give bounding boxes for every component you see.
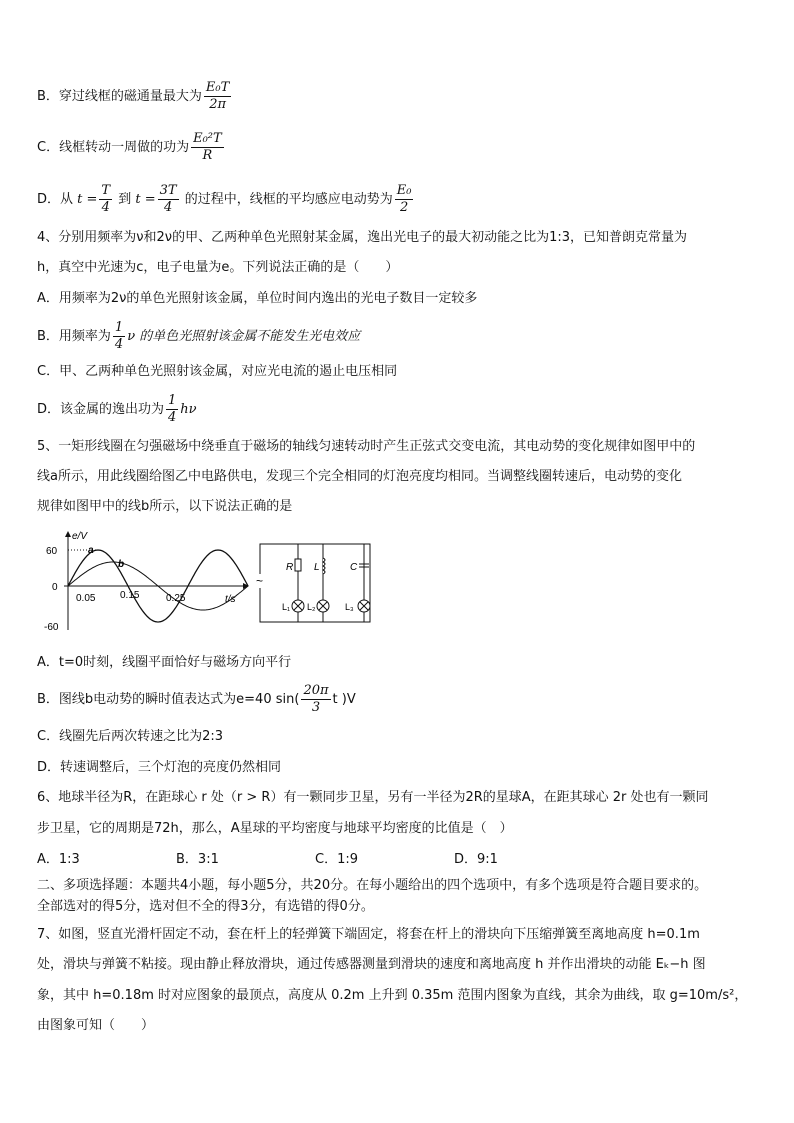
ac-source-icon: ~ [256, 574, 264, 588]
label-L2: L₂ [307, 602, 316, 612]
q5-stem-1: 5、一矩形线圈在匀强磁场中绕垂直于磁场的轴线匀速转动时产生正弦式交变电流，其电动势的变化规律如图甲中的 [37, 439, 696, 454]
fraction: $\frac{T}{4}$ [101, 183, 111, 215]
q4-stem-1: 4、分别用频率为ν和2ν的甲、乙两种单色光照射某金属，逸出光电子的最大初动能之比为1:3，已知普朗克常量为 [37, 230, 687, 245]
circuit-diagram [256, 540, 376, 626]
q6-option-b[interactable]: B．3:1 [176, 852, 219, 867]
label-L1: L₁ [282, 602, 291, 612]
x-axis-label: t/s [225, 594, 236, 605]
q6-stem-2: 步卫星，它的周期是72h，那么，A星球的平均密度与地球平均密度的比值是（ ） [37, 821, 513, 836]
q6-options [37, 850, 498, 870]
fraction: $\frac{\text{E₀}}{2}$ [396, 183, 412, 215]
y-tick-label: 0 [52, 582, 58, 593]
section-2-heading-2: 全部选对的得5分，选对但不全的得3分，有选错的得0分。 [37, 899, 374, 914]
fraction: $\frac{\text{E₀T}}{2\pi}$ [205, 80, 230, 112]
series-label-a: a [88, 545, 94, 556]
q6-stem-1: 6、地球半径为R，在距球心 r 处（r > R）有一颗同步卫星，另有一半径为2R的星球A，在距其球心 2r 处也有一颗同 [37, 790, 709, 805]
q6-option-a[interactable]: A．1:3 [37, 852, 80, 867]
x-tick-label: 0.15 [120, 590, 140, 601]
q4-option-a[interactable]: A．用频率为2ν的单色光照射该金属，单位时间内逸出的光电子数目一定较多 [37, 291, 478, 306]
q5-option-a[interactable]: A．t=0时刻，线圈平面恰好与磁场方向平行 [37, 655, 292, 670]
q5-option-d[interactable]: D．转速调整后，三个灯泡的亮度仍然相同 [37, 760, 282, 775]
y-tick-label: 60 [46, 546, 58, 557]
section-2-heading-1: 二、多项选择题：本题共4小题，每小题5分，共20分。在每小题给出的四个选项中，有多个选项是符合题目要求的。 [37, 878, 708, 893]
q6-option-d[interactable]: D．9:1 [454, 852, 498, 867]
label-C: C [350, 562, 358, 573]
q7-stem-3: 象，其中 h=0.18m 时对应图象的最顶点，高度从 0.2m 上升到 0.35m 范围内图象为直线，其余为曲线，取 g=10m/s²， [37, 988, 748, 1003]
q3-option-b[interactable]: B．穿过线框的磁通量最大为 $\frac{\text{E₀T}}{2\pi}$ [37, 80, 230, 112]
q3-option-d[interactable]: D．从 t = $\frac{T}{4}$ 到 t = $\frac{3T}{4}$ 的过程中，线框的平均感应电动势为 $\frac{\text{E₀}}{2}$ [37, 183, 412, 215]
fraction: $\frac{\text{E₀²T}}{R}$ [193, 131, 222, 163]
q3-option-c[interactable]: C．线框转动一周做的功为 $\frac{\text{E₀²T}}{R}$ [37, 131, 222, 163]
resistor-R [295, 559, 301, 571]
y-axis-label: e/V [72, 531, 88, 542]
label-L: L [314, 562, 320, 573]
q4-stem-2: h，真空中光速为c，电子电量为e。下列说法正确的是（ ） [37, 260, 399, 275]
q7-stem-1: 7、如图，竖直光滑杆固定不动，套在杆上的轻弹簧下端固定，将套在杆上的滑块向下压缩弹簧至离地高度 h=0.1m [37, 927, 700, 942]
label-R: R [286, 562, 294, 573]
q7-stem-4: 由图象可知（ ） [37, 1018, 155, 1033]
graph-emf [38, 526, 253, 636]
q5-stem-2: 线a所示，用此线圈给图乙中电路供电，发现三个完全相同的灯泡亮度均相同。当调整线圈转速后，电动势的变化 [37, 469, 682, 484]
x-tick-label: 0.05 [76, 593, 96, 604]
fraction: $\frac{3T}{4}$ [159, 183, 177, 215]
q7-stem-2: 处，滑块与弹簧不粘接。现由静止释放滑块，通过传感器测量到滑块的速度和离地高度 h 并作出滑块的动能 Eₖ−h 图 [37, 957, 706, 972]
q4-option-c[interactable]: C．甲、乙两种单色光照射该金属，对应光电流的遏止电压相同 [37, 364, 398, 379]
series-label-b: b [118, 559, 125, 570]
y-tick-label: -60 [44, 622, 59, 633]
q5-option-b[interactable]: B．图线b电动势的瞬时值表达式为e=40 sin( $\frac{20\pi}{3}$ t )V [37, 683, 356, 715]
fraction: $\frac{1}{4}$ [168, 393, 177, 425]
label-L3: L₃ [345, 602, 354, 612]
q6-option-c[interactable]: C．1:9 [315, 852, 358, 867]
inductor-L [323, 558, 325, 574]
q5-option-c[interactable]: C．线圈先后两次转速之比为2:3 [37, 729, 223, 744]
fraction: $\frac{1}{4}$ [114, 320, 124, 352]
x-tick-label: 0.25 [166, 593, 186, 604]
q5-stem-3: 规律如图甲中的线b所示，以下说法正确的是 [37, 499, 293, 514]
q4-option-b[interactable]: B．用频率为 $\frac{1}{4}$ ν 的单色光照射该金属不能发生光电效应 [37, 320, 361, 352]
q4-option-d[interactable]: D．该金属的逸出功为 $\frac{1}{4}$ hν [37, 393, 197, 425]
fraction: $\frac{20\pi}{3}$ [303, 683, 329, 715]
